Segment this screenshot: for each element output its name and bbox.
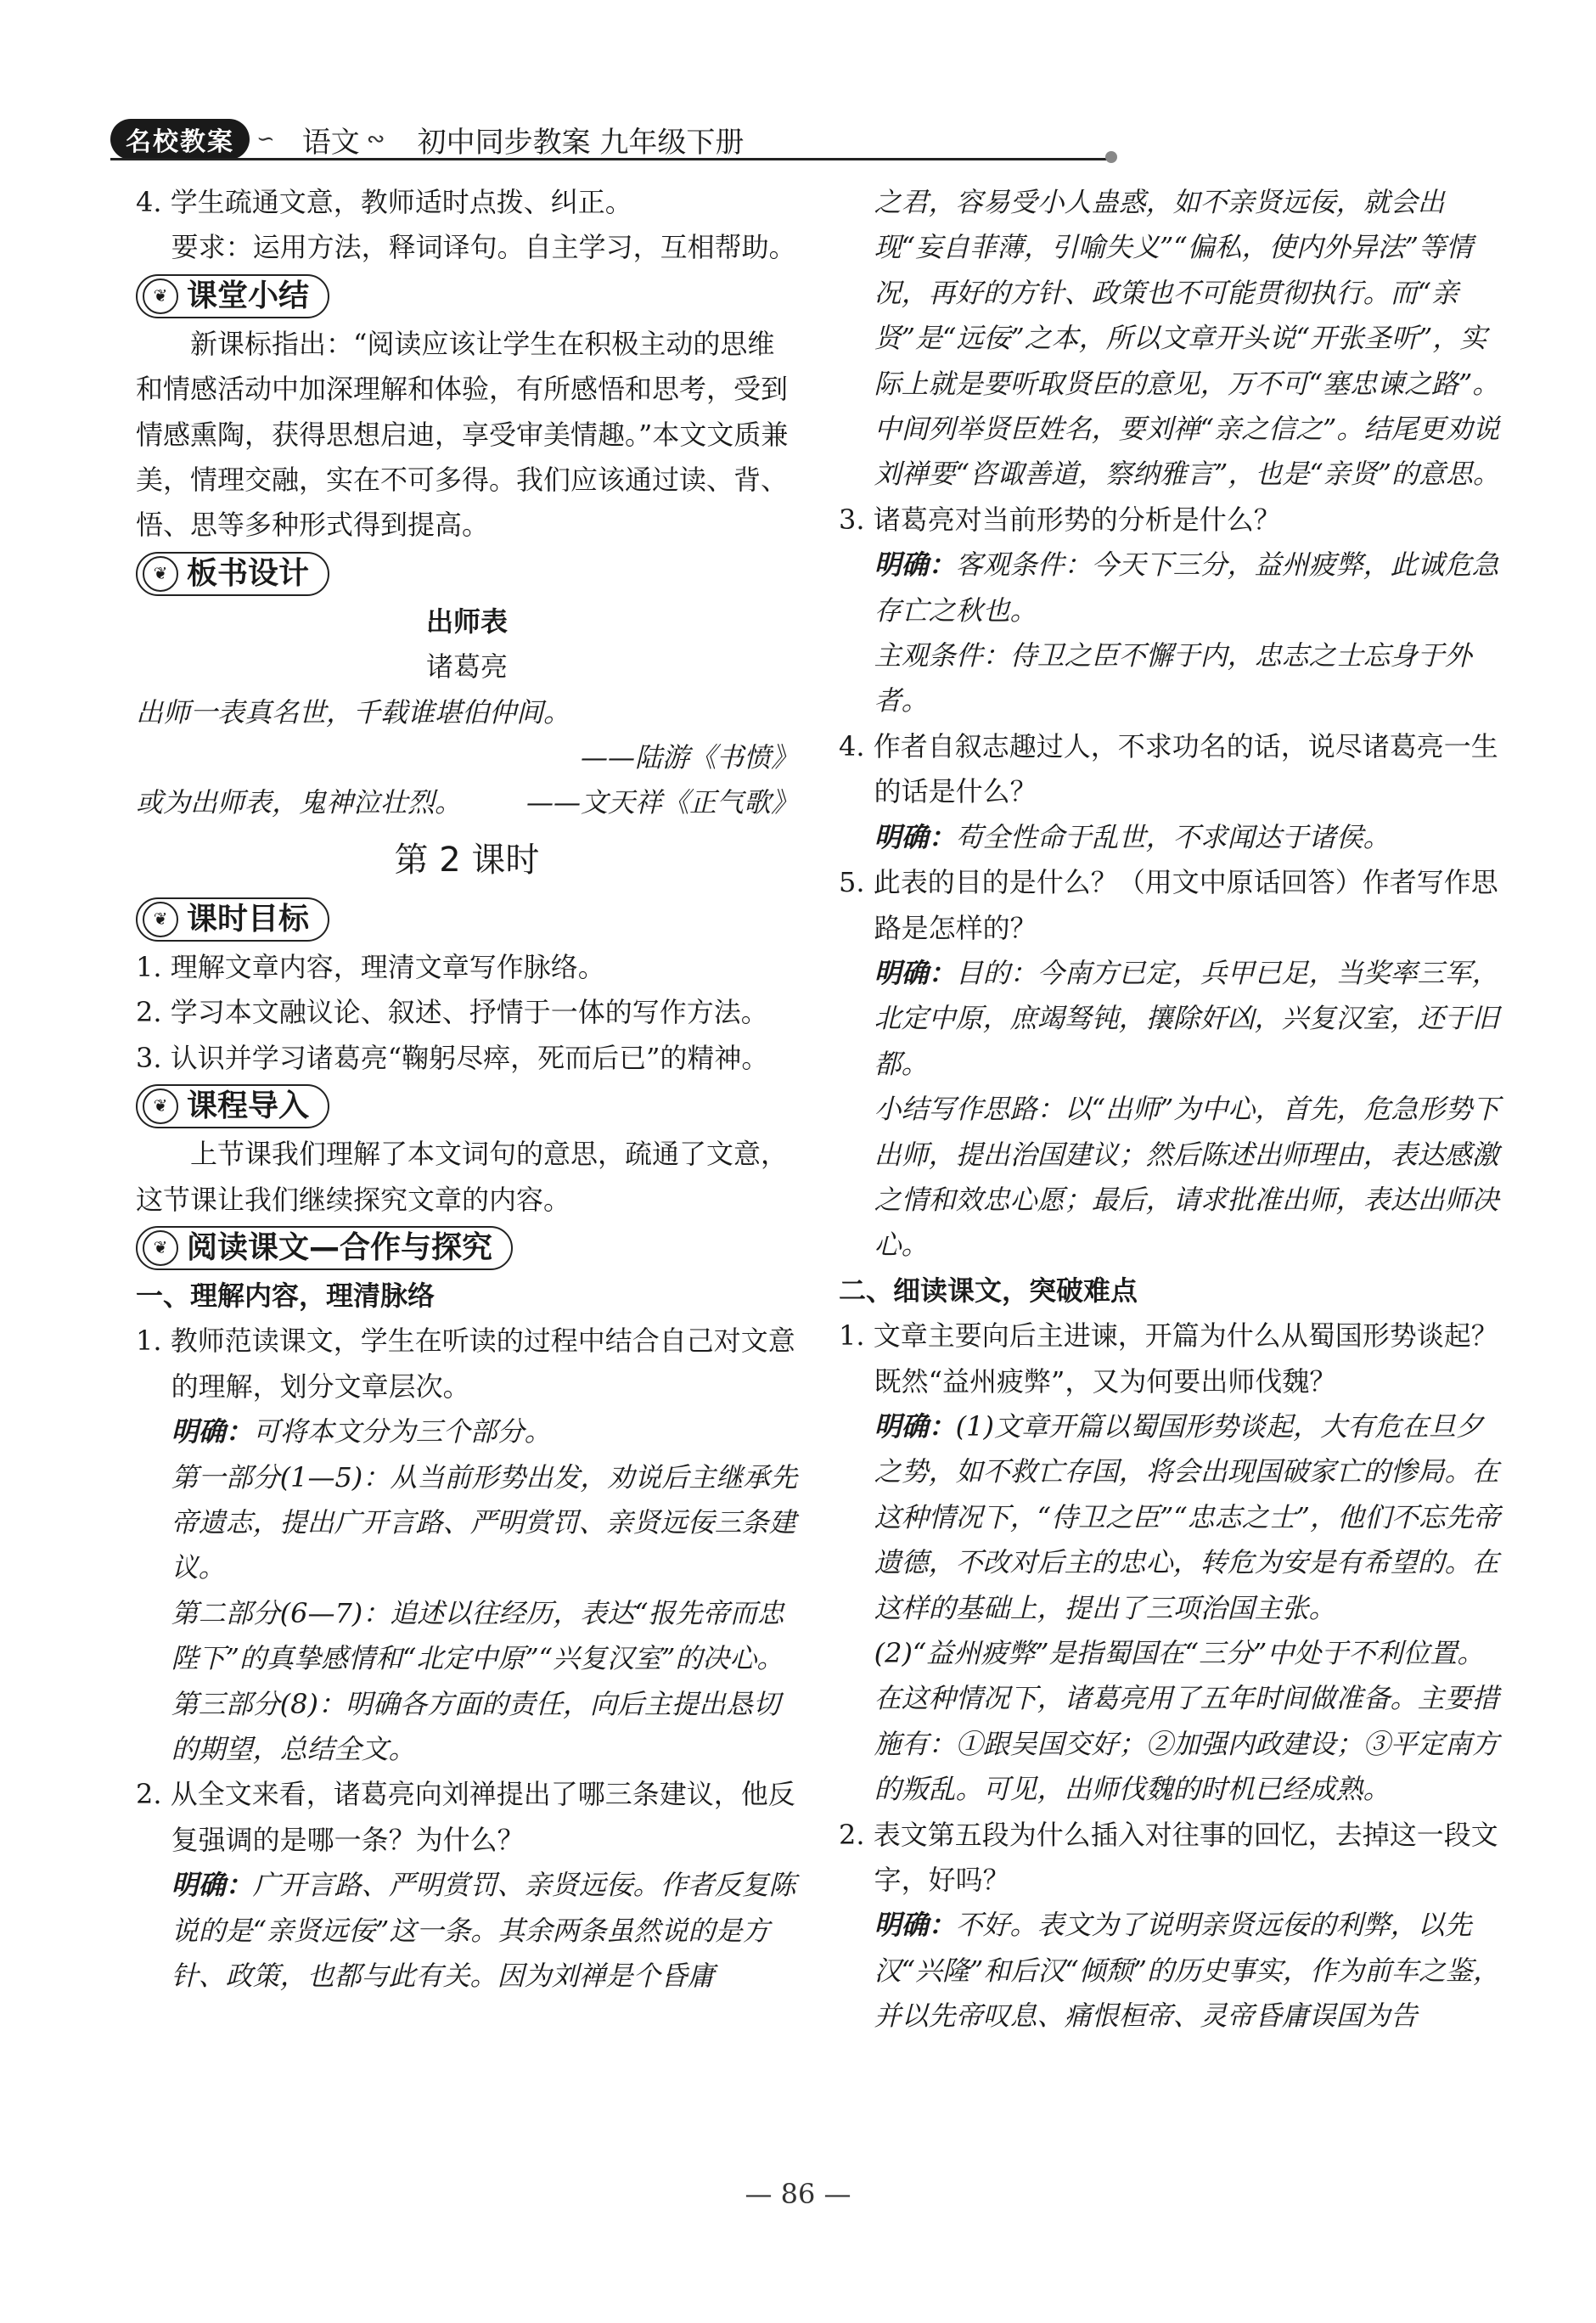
book-title: 初中同步教案 九年级下册 <box>417 125 745 160</box>
subject-label: 语文 <box>301 125 360 160</box>
section-goals <box>136 896 798 943</box>
page-number: — 86 — <box>745 2178 851 2210</box>
section-reading <box>136 1224 798 1272</box>
ornament-icon: ∾ <box>366 127 385 152</box>
summary-text: 新课标指出：“阅读应该让学生在积极主动的思维和情感活动中加深理解和体验，有所感悟和思考，受到情感熏陶，获得思想启迪，享受审美情趣。”本文文质兼美，情理交融，实在不可多得。我们应该通过读、背、悟、思等多种形式得到提高。 <box>136 327 789 542</box>
answer-1-part-1: 第一部分(1—5)：从当前形势出发，劝说后主继承先帝遗志，提出广开言路、严明赏罚、亲贤远佞三条建议。 <box>171 1460 798 1584</box>
answer-2-cont: 之君，容易受小人蛊惑，如不亲贤远佞，就会出现“妄自菲薄，引喻失义”“偏私，使内外异法”等情况，再好的方针、政策也不可能贯彻执行。而“亲贤”是“远佞”之本，所以文章开头说“开张圣听”，实际上就是要听取贤臣的意见，万不可“塞忠谏之路”。中间列举贤臣姓名，要刘禅“亲之信之”。结尾更劝说刘禅要“咨诹善道，察纳雅言”，也是“亲贤”的意思。 <box>874 186 1501 491</box>
left-column <box>136 180 798 1999</box>
section-icon: ❦ <box>143 278 178 314</box>
question-6: 1. 文章主要向后主进谏，开篇为什么从蜀国形势谈起？既然“益州疲弊”，又为何要出师伐魏？ <box>839 1319 1498 1398</box>
goal-3: 3. 认识并学习诸葛亮“鞠躬尽瘁，死而后已”的精神。 <box>136 1041 769 1074</box>
header-dot-icon <box>1105 151 1117 163</box>
step-4: 4. 学生疏通文意，教师适时点拨、纠正。 <box>136 186 632 218</box>
answer-2: 明确：广开言路、严明赏罚、亲贤远佞。作者反复陈说的是“亲贤远佞”这一条。其余两条虽然说的是方针、政策，也都与此有关。因为刘禅是个昏庸 <box>171 1869 796 1992</box>
question-1: 1. 教师范读课文，学生在听读的过程中结合自己对文意的理解，划分文章层次。 <box>136 1325 795 1403</box>
answer-3: 明确：客观条件：今天下三分，益州疲弊，此诚危急存亡之秋也。 <box>874 548 1499 627</box>
section-title: 板书设计 <box>187 556 310 592</box>
section-icon: ❦ <box>143 1088 178 1124</box>
answer-5: 明确：目的：今南方已定，兵甲已足，当奖率三军，北定中原，庶竭驽钝，攘除奸凶，兴复汉室，还于旧都。 <box>874 956 1499 1080</box>
question-7: 2. 表文第五段为什么插入对往事的回忆，去掉这一段文字，好吗？ <box>839 1818 1498 1897</box>
page-header <box>110 117 1112 161</box>
question-4: 4. 作者自叙志趣过人，不求功名的话，说尽诸葛亮一生的话是什么？ <box>839 729 1498 808</box>
ornament-icon: ∽ <box>256 127 275 152</box>
section-title: 阅读课文—合作与探究 <box>187 1230 493 1266</box>
lesson-title: 第 2 课时 <box>394 840 540 880</box>
answer-1-part-3: 第三部分(8)：明确各方面的责任，向后主提出恳切的期望，总结全文。 <box>171 1687 780 1765</box>
right-column <box>839 180 1501 2039</box>
quote-2-source: ——文天祥《正气歌》 <box>525 786 798 819</box>
section-icon: ❦ <box>143 556 178 592</box>
section-icon: ❦ <box>143 1230 178 1266</box>
quote-1: 出师一表真名世，千载谁堪伯仲间。 <box>136 695 571 728</box>
section-board <box>136 550 798 598</box>
section-title: 课堂小结 <box>187 278 310 314</box>
answer-6-part-2: (2)“益州疲弊”是指蜀国在“三分”中处于不利位置。在这种情况下，诸葛亮用了五年时间做准备。主要措施有：①跟吴国交好；②加强内政建设；③平定南方的叛乱。可见，出师伐魏的时机已经成熟。 <box>874 1637 1499 1806</box>
answer-5-part-2: 小结写作思路：以“出师”为中心，首先，危急形势下出师，提出治国建议；然后陈述出师理由，表达感激之情和效忠心愿；最后，请求批准出师，表达出师决心。 <box>874 1093 1500 1262</box>
answer-1-part-2: 第二部分(6—7)：追述以往经历，表达“报先帝而忠陛下”的真挚感情和“北定中原”“兴复汉室”的决心。 <box>171 1596 784 1675</box>
section-icon: ❦ <box>143 902 178 937</box>
answer-1: 明确：可将本文分为三个部分。 <box>171 1415 552 1448</box>
quote-1-source: ——陆游《书愤》 <box>580 741 798 774</box>
section-title: 课时目标 <box>187 902 310 937</box>
question-2: 2. 从全文来看，诸葛亮向刘禅提出了哪三条建议，他反复强调的是哪一条？为什么？ <box>136 1778 795 1856</box>
part-2-title: 二、细读课文，突破难点 <box>839 1274 1138 1307</box>
question-3: 3. 诸葛亮对当前形势的分析是什么？ <box>839 503 1281 536</box>
goal-2: 2. 学习本文融议论、叙述、抒情于一体的写作方法。 <box>136 996 768 1029</box>
part-1-title: 一、理解内容，理清脉络 <box>136 1279 436 1312</box>
section-intro <box>136 1083 798 1130</box>
board-author: 诸葛亮 <box>425 650 508 683</box>
answer-7: 明确：不好。表文为了说明亲贤远佞的利弊，以先汉“兴隆”和后汉“倾颓”的历史事实，作为前车之鉴，并以先帝叹息、痛恨桓帝、灵帝昏庸误国为告 <box>874 1909 1501 2033</box>
intro-text: 上节课我们理解了本文词句的意思，疏通了文意，这节课让我们继续探究文章的内容。 <box>136 1138 789 1216</box>
board-title: 出师表 <box>425 605 508 638</box>
section-summary <box>136 273 798 320</box>
answer-6: 明确：(1)文章开篇以蜀国形势谈起，大有危在旦夕之势，如不救亡存国，将会出现国破家亡的惨局。在这种情况下，“侍卫之臣”“忠志之士”，他们不忘先帝遗德，不改对后主的忠心，转危为安是有希望的。在这样的基础上，提出了三项治国主张。 <box>874 1409 1501 1624</box>
answer-3-part-2: 主观条件：侍卫之臣不懈于内，忠志之士忘身于外者。 <box>874 639 1472 717</box>
answer-4: 明确：苟全性命于乱世，不求闻达于诸侯。 <box>874 820 1391 853</box>
series-logo: 名校教案 <box>110 119 250 160</box>
goal-1: 1. 理解文章内容，理清文章写作脉络。 <box>136 950 605 983</box>
quote-2: 或为出师表，鬼神泣壮烈。 ——文天祥《正气歌》 <box>136 780 798 825</box>
step-4-requirement: 要求：运用方法，释词译句。自主学习，互相帮助。 <box>171 231 796 264</box>
question-5: 5. 此表的目的是什么？（用文中原话回答）作者写作思路是怎样的？ <box>839 866 1498 944</box>
section-title: 课程导入 <box>187 1088 310 1124</box>
header-rule <box>110 158 1112 160</box>
